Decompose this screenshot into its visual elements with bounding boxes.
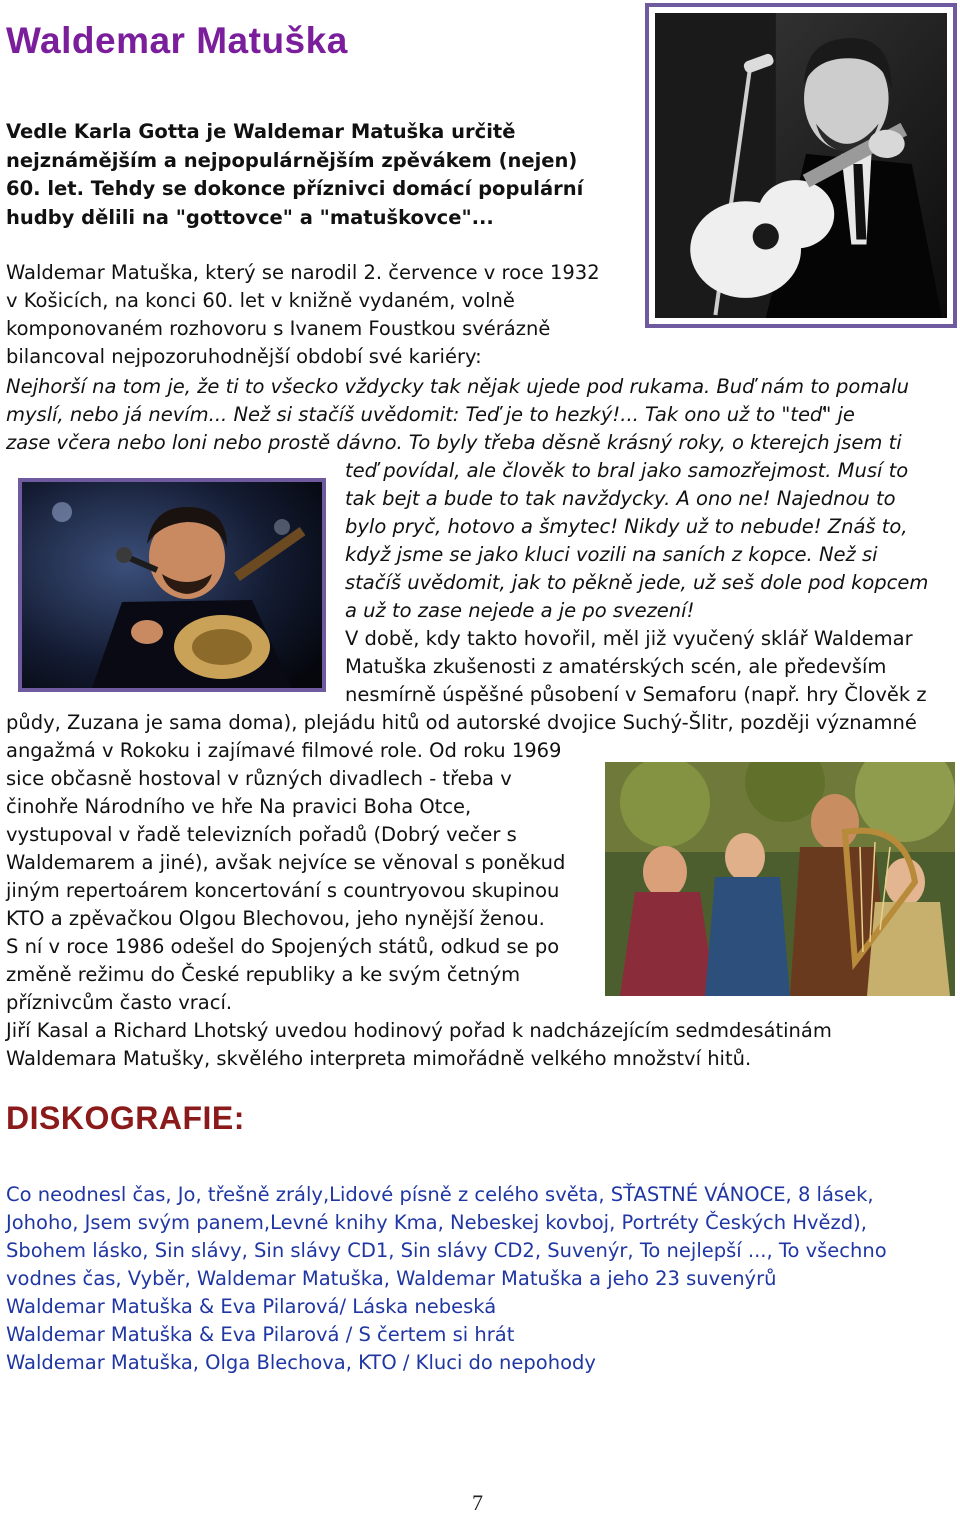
quote-line: Nejhorší na tom je, že ti to všecko vždycky tak nějak ujede pod rukama. Buď nám to pomalu xyxy=(6,375,910,398)
intro-line: Vedle Karla Gotta je Waldemar Matuška určitě xyxy=(6,120,516,143)
photo-singer-with-guitar-bw xyxy=(645,3,957,328)
career-paragraph-full xyxy=(6,709,956,737)
career-line: Matuška zkušenosti z amatérských scén, ale především xyxy=(345,655,887,678)
quote-line: teď povídal, ale člověk to bral jako samozřejmost. Musí to xyxy=(345,459,909,482)
discography-list xyxy=(6,1181,956,1377)
quote-line: když jsme se jako kluci vozili na saních z kopce. Než si xyxy=(345,543,878,566)
photo-film-still-graphic xyxy=(605,762,955,996)
quote-line: tak bejt a bude to tak navždycky. A ono ne! Najednou to xyxy=(345,487,896,510)
quote-line: bylo pryč, hotovo a šmytec! Nikdy už to nebude! Znáš to, xyxy=(345,515,908,538)
quote-line: a už to zase nejede a je po svezení! xyxy=(345,599,695,622)
career-line: KTO a zpěvačkou Olgou Blechovou, jeho nynější ženou. xyxy=(6,907,545,930)
intro-line: hudby dělili na "gottovce" a "matuškovce"... xyxy=(6,205,494,229)
bio-line: v Košicích, na konci 60. let v knižně vydaném, volně xyxy=(6,289,515,312)
intro-line: 60. let. Tehdy se dokonce příznivci domácí populární xyxy=(6,177,584,200)
photo-film-still-forest xyxy=(605,762,955,996)
discography-line: Waldemar Matuška & Eva Pilarová/ Láska nebeská xyxy=(6,1295,497,1318)
discography-line: Waldemar Matuška & Eva Pilarová / S čertem si hrát xyxy=(6,1323,515,1346)
career-line: S ní v roce 1986 odešel do Spojených států, odkud se po xyxy=(6,935,560,958)
closing-line: Jiří Kasal a Richard Lhotský uvedou hodinový pořad k nadcházejícím sedmdesátinám xyxy=(6,1019,832,1042)
career-line: Waldemarem a jiné), avšak nejvíce se věnoval s poněkud xyxy=(6,851,566,874)
quote-line: stačíš uvědomit, jak to pěkně jede, už seš dole pod kopcem xyxy=(345,571,929,594)
page-number: 7 xyxy=(472,1490,483,1515)
closing-line: Waldemara Matušky, skvělého interpreta mimořádně velkého množství hitů. xyxy=(6,1047,752,1070)
photo-singer-with-guitar-graphic xyxy=(655,13,947,318)
career-line: sice občasně hostoval v různých divadlech - třeba v xyxy=(6,767,512,790)
bio-line: komponovaném rozhovoru s Ivanem Foustkou svérázně xyxy=(6,317,551,340)
photo-singer-on-stage-graphic xyxy=(22,482,322,688)
page-title: Waldemar Matuška xyxy=(6,20,348,61)
discography-line: Sbohem lásko, Sin slávy, Sin slávy CD1, Sin slávy CD2, Suvenýr, To nejlepší ..., To všechno xyxy=(6,1239,887,1262)
discography-line: Waldemar Matuška, Olga Blechova, KTO / Kluci do nepohody xyxy=(6,1351,596,1374)
career-line: V době, kdy takto hovořil, měl již vyučený sklář Waldemar xyxy=(345,627,913,650)
bio-paragraph xyxy=(6,259,642,371)
career-line: příznivcům často vrací. xyxy=(6,991,233,1014)
quote-line: zase včera nebo loni nebo prostě dávno. To byly třeba děsně krásný roky, o kterejch jsem ti xyxy=(6,431,902,454)
career-line: změně režimu do České republiky a ke svým četným xyxy=(6,963,521,986)
career-paragraph-side xyxy=(345,625,957,709)
discography-heading: DISKOGRAFIE: xyxy=(6,1100,245,1136)
career-line: jiným repertoárem koncertování s countryovou skupinou xyxy=(6,879,560,902)
career-line: půdy, Zuzana je sama doma), plejádu hitů od autorské dvojice Suchý-Šlitr, později významné xyxy=(6,711,917,734)
bio-line: bilancoval nejpozoruhodnější období své kariéry: xyxy=(6,345,482,368)
bio-line: Waldemar Matuška, který se narodil 2. července v roce 1932 xyxy=(6,261,600,284)
career-line: činohře Národního ve hře Na pravici Boha Otce, xyxy=(6,795,472,818)
photo-singer-on-stage-color xyxy=(18,478,326,692)
career-line: vystupoval v řadě televizních pořadů (Dobrý večer s xyxy=(6,823,517,846)
closing-paragraph xyxy=(6,1017,956,1073)
discography-line: Johoho, Jsem svým panem,Levné knihy Kma, Nebeskej kovboj, Portréty Českých Hvězd), xyxy=(6,1211,867,1234)
discography-line: Co neodnesl čas, Jo, třešně zrály,Lidové písně z celého světa, SŤASTNÉ VÁNOCE, 8 lásek, xyxy=(6,1183,874,1206)
career-line: nesmírně úspěšné působení v Semaforu (např. hry Člověk z xyxy=(345,683,927,706)
intro-paragraph xyxy=(6,118,646,232)
career-line: angažmá v Rokoku i zajímavé filmové role. Od roku 1969 xyxy=(6,739,562,762)
intro-line: nejznámějším a nejpopulárnějším zpěvákem (nejen) xyxy=(6,148,578,172)
quote-line: myslí, nebo já nevím... Než si stačíš uvědomit: Teď je to hezký!... Tak ono už to "teď" je xyxy=(6,403,855,426)
quote-full-width xyxy=(6,373,956,457)
discography-line: vodnes čas, Vyběr, Waldemar Matuška, Waldemar Matuška a jeho 23 suvenýrů xyxy=(6,1267,777,1290)
quote-beside-photo xyxy=(345,457,957,625)
career-paragraph-left xyxy=(6,737,596,1017)
